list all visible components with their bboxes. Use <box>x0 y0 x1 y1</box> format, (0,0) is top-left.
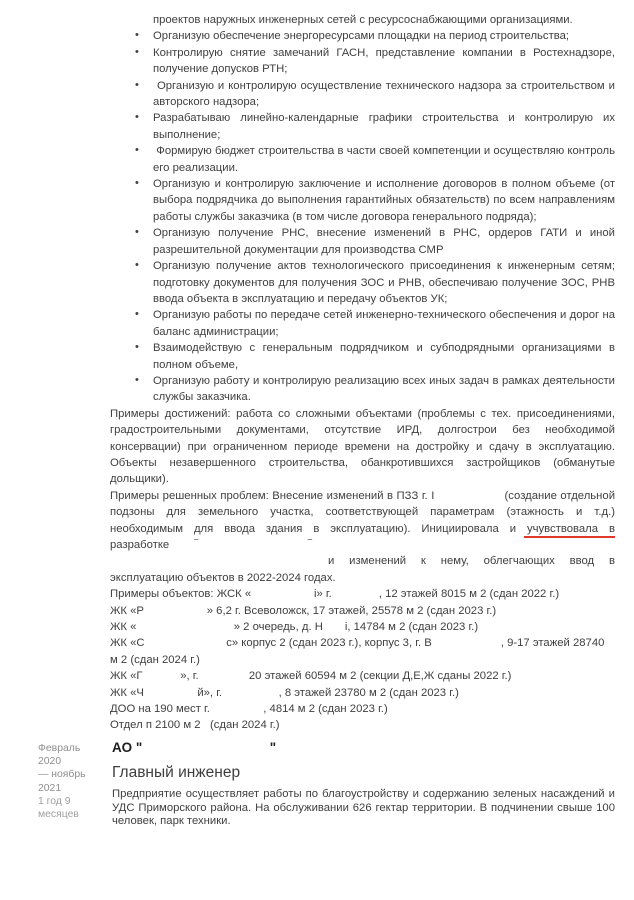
resume-body <box>110 12 615 734</box>
duration-line: месяцев <box>38 809 79 821</box>
list-item-text: Организую обеспечение энергоресурсами площадки на период строительства; <box>153 30 570 43</box>
object-line: Примеры объектов: ЖСК « і» г. , 12 этажей 8015 м 2 (сдан 2022 г.) <box>110 588 560 601</box>
object-line: ЖК « » 2 очередь, д. Н і, 14784 м 2 (сдан 2023 г.) <box>110 621 479 634</box>
objects-list <box>110 586 615 734</box>
list-item-text: Организую работы по передаче сетей инженерно-технического обеспечения и дорог на баланс администрации; <box>153 309 615 338</box>
bullet-icon: • <box>135 111 139 124</box>
company-name: АО " " <box>112 740 277 755</box>
position-title: Главный инженер <box>112 764 241 781</box>
object-line: ЖК «Г », г. 20 этажей 60594 м 2 (секции Д,Е,Ж сданы 2022 г.) <box>110 670 512 683</box>
date-range-line: Февраль 2020 <box>38 743 81 768</box>
bullet-icon: • <box>135 45 139 58</box>
list-item <box>110 28 615 44</box>
list-item <box>110 225 615 258</box>
object-line: ДОО на 190 мест г. , 4814 м 2 (сдан 2023 г.) <box>110 703 388 716</box>
bullet-icon: • <box>135 144 139 157</box>
spellcheck-underlined-text: учувствовала в <box>524 523 615 538</box>
list-item <box>110 143 615 176</box>
list-item-text: Контролирую снятие замечаний ГАСН, представление компании в Ростехнадзоре, получение допусков РТН; <box>153 46 615 76</box>
object-line: ЖК «С с» корпус 2 (сдан 2023 г.), корпус 3, г. В , 9-17 этажей 28740 м 2 (сдан 2024 г.) <box>110 637 608 666</box>
bullet-icon: • <box>135 341 139 354</box>
bullet-icon: • <box>135 308 139 321</box>
list-item-text: Организую получение РНС, внесение изменений в РНС, ордеров ГАТИ и иной разрешительной документации для производства СМР <box>153 227 615 256</box>
problems-text-before: Примеры решенных проблем: Внесение изменений в ПЗЗ г. І (создание отдельной подзоны для земельного участка, соответствующей параметрам (этажность и т.д.) необходимым для ввода здания в эксплуатацию). Инициировала и <box>110 489 615 535</box>
list-item-text: Разрабатываю линейно-календарные графики строительства и контролирую их выполнение; <box>153 112 615 141</box>
list-item <box>110 110 615 143</box>
list-item-text: Организую и контролирую осуществление технического надзора за строительством и авторского надзора; <box>153 79 615 109</box>
bullet-icon: • <box>135 29 139 42</box>
bullet-icon: • <box>135 259 139 272</box>
paragraph-continuation: проектов наружных инженерных сетей с ресурсоснабжающими организациями. <box>153 14 573 26</box>
object-line: Отдел п 2100 м 2 (сдан 2024 г.) <box>110 719 280 732</box>
list-item <box>110 307 615 340</box>
experience-entry <box>38 740 615 829</box>
experience-dates <box>38 740 102 829</box>
list-item-text: Формирую бюджет строительства в части своей компетенции и осуществляю контроль его реализации. <box>153 145 615 174</box>
bullet-icon: • <box>135 226 139 239</box>
bullet-icon: • <box>135 78 139 91</box>
list-item <box>110 45 615 78</box>
responsibilities-list <box>110 28 615 405</box>
problems-paragraph <box>110 488 615 554</box>
list-item-text: Организую работу и контролирую реализацию всех иных задач в рамках деятельности службы заказчика. <box>153 374 615 404</box>
company-description: Предприятие осуществляет работы по благоустройству и содержанию зеленых насаждений и УДС Приморского района. На обслуживании 626 гектар территории. В подчинении свыше 100 человек, парк техники. <box>112 788 615 828</box>
list-item <box>110 176 615 225</box>
list-item <box>110 373 615 406</box>
list-item-text: Организую получение актов технологического присоединения к инженерным сетям; подготовку документов для получения ЗОС и РНВ, обеспечиваю получение ЗОС, РНВ ввода объекта в эксплуатацию и передачу объектов УК; <box>153 260 615 305</box>
list-item <box>110 340 615 373</box>
list-item-text: Взаимодействую с генеральным подрядчиком и субподрядными организациями в полном объеме, <box>153 342 615 371</box>
object-line: ЖК «Ч й», г. , 8 этажей 23780 м 2 (сдан 2023 г.) <box>110 686 459 699</box>
object-line: ЖК «Р » 6,2 г. Всеволожск, 17 этажей, 25578 м 2 (сдан 2023 г.) <box>110 604 497 617</box>
experience-details <box>112 740 615 829</box>
bullet-icon: • <box>135 177 139 190</box>
date-range-line: 2021 <box>38 782 62 794</box>
date-range-line: — ноябрь <box>38 769 86 781</box>
list-item <box>110 78 615 111</box>
achievements-paragraph: Примеры достижений: работа со сложными объектами (проблемы с тех. присоединениями, градостроительными документами, отсутствие ИРД, долгострои без необходимой консервации) при ограниченном периоде времени на достройку и сдачу в эксплуатацию. Объекты незавершенного строительства, обанкротившихся застройщиков (обманутые дольщики). <box>110 407 615 486</box>
list-item-text: Организую и контролирую заключение и исполнение договоров в полном объеме (от выбора подрядчика до выполнения гарантийных обязательств) по всем направлениям работы службы заказчика (в том числе договора генерального подряда); <box>153 178 615 223</box>
problems-text-after: разработке ‾ ‾ <box>110 539 312 551</box>
date-range <box>38 742 102 795</box>
problems-continuation: и изменений к нему, облегчающих ввод в эксплуатацию объектов в 2022-2024 годах. <box>110 555 615 584</box>
experience-duration <box>38 795 102 821</box>
bullet-icon: • <box>135 373 139 386</box>
duration-line: 1 год 9 <box>38 795 71 807</box>
list-item <box>110 258 615 307</box>
